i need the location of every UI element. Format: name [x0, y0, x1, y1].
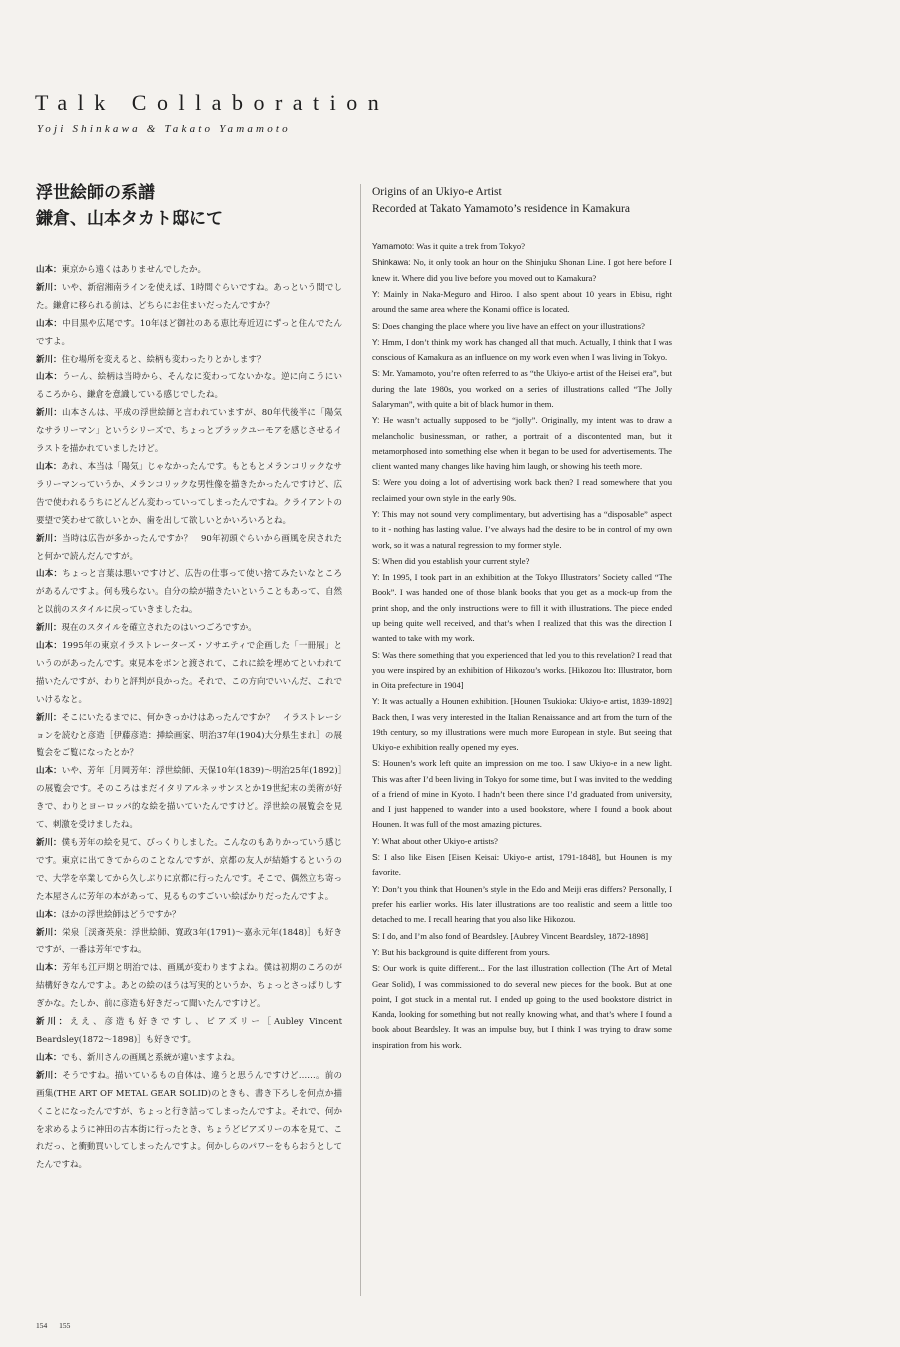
speaker-label: S:	[372, 649, 380, 660]
turn-text: I also like Eisen [Eisen Keisai: Ukiyo-e artist, 1791-1848], but Hounen is my favorite.	[372, 852, 673, 878]
speaker-label: 新川：	[36, 533, 63, 544]
speaker-label: 山本：	[36, 963, 63, 974]
dialogue-turn	[36, 710, 342, 764]
speaker-label: Y:	[372, 415, 380, 426]
dialogue-turn	[36, 638, 342, 710]
dialogue-turn	[36, 907, 342, 925]
turn-text: Does changing the place where you live have an effect on your illustrations?	[382, 320, 645, 331]
turn-text: When did you establish your current style?	[381, 555, 530, 566]
turn-text: Don’t you think that Hounen’s style in the Edo and Meiji eras differs? Personally, I prefer his earlier works. His later illustrations are too realistic and seem a little too detached to me. I recall hearing that you also like Hikozou.	[372, 883, 672, 925]
dialogue-turn	[36, 262, 342, 280]
speaker-label: 山本：	[36, 569, 63, 580]
page-subtitle: Yoji Shinkawa & Takato Yamamoto	[37, 123, 291, 135]
turn-text: そうですね。描いているもの自体は、違うと思うんですけど……。前の画集(THE ART OF METAL GEAR SOLID)のときも、書き下ろしを何点か描くことになったんですが、ちょっと行き詰ってしまったんですよ。それで、何かを求めるように神田の古本街に行ったとき、ちょうどビアズリーの本を見て、これだっ、と衝動買いしてしまったんですよ。何かしらのパワーをもらおうとしてたんですね。	[36, 1070, 343, 1171]
turn-text: いや、芳年［月岡芳年：浮世絵師、天保10年(1839)～明治25年(1892)］の展覧会です。そのころはまだイタリアルネッサンスとか19世紀末の美術が好きで、わりとヨーロッパ的な絵を描いていたんですけど。浮世絵の展覧会を見て、刺激を受けましたね。	[36, 766, 342, 831]
speaker-label: S:	[372, 930, 380, 941]
japanese-heading-line: 鎌倉、山本タカト邸にて	[36, 209, 223, 229]
turn-text: 僕も芳年の絵を見て、びっくりしました。こんなのもありかっていう感じです。東京に出てきてからのことなんですが、京都の友人が結婚するというので、大学を卒業してから久しぶりに京都に行ったんです。そこで、偶然立ち寄った本屋さんに芳年の本があって、見るものすごいい絵ばかりだったんですよ。	[36, 838, 342, 902]
dialogue-turn	[372, 756, 672, 832]
dialogue-turn	[36, 1050, 342, 1068]
turn-text: I do, and I’m also fond of Beardsley. [Aubrey Vincent Beardsley, 1872-1898]	[382, 930, 649, 941]
dialogue-turn	[36, 280, 342, 316]
speaker-label: S:	[372, 852, 380, 863]
dialogue-turn	[372, 335, 672, 366]
dialogue-turn	[36, 1068, 342, 1175]
turn-text: でも、新川さんの画風と系統が違いますよね。	[61, 1052, 241, 1063]
dialogue-turn	[372, 929, 672, 944]
dialogue-turn	[36, 960, 342, 1014]
speaker-label: 山本：	[36, 1052, 62, 1063]
dialogue-turn	[372, 570, 672, 646]
speaker-label: 山本：	[36, 909, 62, 920]
dialogue-turn	[372, 961, 672, 1053]
speaker-label: Y:	[372, 572, 380, 583]
speaker-label: 山本：	[36, 641, 63, 652]
speaker-label: S:	[372, 368, 380, 379]
speaker-label: 新川：	[36, 354, 62, 365]
speaker-label: 山本：	[36, 265, 62, 275]
japanese-heading	[36, 180, 342, 232]
dialogue-turn	[372, 366, 672, 412]
dialogue-turn	[36, 1014, 342, 1050]
turn-text: 住む場所を変えると、絵柄も変わったりとかします？	[61, 354, 266, 365]
turn-text: 1995年の東京イラストレーターズ・ソサエティで企画した「一冊展」というのがあったんです。束見本をポンと渡されて、これに絵を埋めてといわれて描いたんですが、わりと評判が良かった。それで、この方向でいいんだ、これでいけるなと。	[36, 641, 342, 705]
dialogue-turn	[372, 850, 672, 881]
turn-text: ええ、彦造も好きですし、ビアズリー［Aubley Vincent Beardsley(1872～1898)］も好きです。	[36, 1017, 342, 1045]
turn-text: Was it quite a trek from Tokyo?	[416, 241, 526, 251]
dialogue-turn	[36, 352, 342, 370]
turn-text: 現在のスタイルを確立されたのはいつごろですか。	[61, 623, 257, 634]
speaker-label: 新川：	[36, 712, 62, 723]
dialogue-turn	[36, 531, 342, 567]
turn-text: 当時は広告が多かったんですか？ 90年初頭ぐらいから画風を戻されたと何かで読んだんですが。	[36, 533, 342, 562]
turn-text: ちょっと言葉は悪いですけど、広告の仕事って使い捨てみたいなところがあるんですよ。何も残らない。自分の絵が描きたいということもあって、自然と以前のスタイルに戻っていきましたね。	[36, 569, 342, 616]
turn-text: He wasn’t actually supposed to be “jolly”. Originally, my intent was to draw a melancholic businessman, or rather, a portrait of a discontented man, but it metamorphosed into something else when it began to be used for advertisements. The client wanted many changes like having him laugh, or showing his teeth more.	[372, 415, 672, 472]
dialogue-turn	[372, 413, 672, 474]
turn-text: ほかの浮世絵師はどうですか？	[61, 909, 181, 920]
turn-text: あれ、本当は「陽気」じゃなかったんです。もともとメランコリックなサラリーマンっていうか、メランコリックな男性像を描きたかったんですけど、広告で使われるうちにどんどん変わっていってしまったんですね。クライアントの要望で笑わせて欲しいとか、歯を出して欲しいとかいろいろとね。	[36, 461, 342, 526]
dialogue-turn	[36, 763, 342, 835]
dialogue-turn	[372, 507, 672, 553]
speaker-label: 新川：	[36, 1017, 70, 1028]
dialogue-turn	[372, 834, 672, 849]
turn-text: It was actually a Hounen exhibition. [Hounen Tsukioka: Ukiyo-e artist, 1839-1892] Back then, I was very interested in the Italian Renaissance and art from the turn of the 19th century, so my illustrations were much more European in style. But seeing that Ukiyo-e exhibition really opened my eyes.	[372, 696, 672, 753]
speaker-label: Y:	[372, 288, 380, 299]
turn-text: Hounen’s work left quite an impression on me too. I saw Ukiyo-e in a new light. This was after I’d been living in Tokyo for some time, but I was invited to the wedding of a friend of mine in Kyoto. I hadn’t been there since I’d graduated from university, and I just happened to wander into a used bookstore, where I found a book about Hounen. It was full of the most amazing pictures.	[372, 758, 672, 830]
english-heading-line: Recorded at Takato Yamamoto’s residence in Kamakura	[372, 203, 630, 215]
speaker-label: 新川：	[36, 927, 63, 938]
speaker-label: Y:	[372, 946, 380, 957]
speaker-label: Shinkawa:	[372, 257, 411, 268]
speaker-label: S:	[372, 477, 380, 488]
dialogue-turn	[372, 239, 672, 254]
japanese-dialogue	[36, 262, 342, 1175]
speaker-label: Y:	[372, 696, 380, 707]
dialogue-turn	[36, 620, 342, 638]
dialogue-turn	[372, 319, 672, 334]
turn-text: 芳年も江戸期と明治では、画風が変わりますよね。僕は初期のころのが結構好きなんですよ。あとの絵のほうは写実的というか、ちょっとさっぱりしすぎかな。たしか、前に彦造も好きだって聞いたんですけど。	[36, 963, 343, 1010]
dialogue-turn	[36, 316, 342, 352]
speaker-label: 新川：	[36, 838, 62, 848]
dialogue-turn	[372, 694, 672, 755]
turn-text: うーん、絵柄は当時から、そんなに変わってないかな。逆に向こうにいるころから、鎌倉を意識している感じでしたね。	[36, 372, 342, 401]
english-column	[372, 184, 672, 1054]
japanese-column	[36, 180, 342, 1175]
speaker-label: S:	[372, 555, 380, 566]
turn-text: 栄泉［渓斎英泉：浮世絵師、寛政3年(1791)～嘉永元年(1848)］も好きですが、一番は芳年ですね。	[36, 927, 342, 956]
dialogue-turn	[36, 925, 342, 961]
speaker-label: S:	[372, 758, 380, 769]
dialogue-turn	[372, 255, 672, 286]
speaker-label: 山本：	[36, 372, 63, 383]
dialogue-turn	[372, 945, 672, 960]
turn-text: Was there something that you experienced that led you to this revelation? I read that you were inspired by an exhibition of Hikozou’s works. [Hikozou Ito: Illustrator, born in Oita prefecture in 1904]	[372, 649, 673, 691]
speaker-label: S:	[372, 963, 380, 974]
dialogue-turn	[372, 882, 672, 928]
dialogue-turn	[372, 287, 672, 318]
turn-text: Hmm, I don’t think my work has changed all that much. Actually, I think that I was conscious of Kamakura as an influence on my work even when I was living in Tokyo.	[372, 336, 672, 363]
turn-text: Were you doing a lot of advertising work back then? I read somewhere that you reclaimed your own style in the early 90s.	[372, 477, 672, 503]
speaker-label: Yamamoto:	[372, 241, 415, 251]
turn-text: Our work is quite different... For the last illustration collection (The Art of Metal Gear Solid), I was commissioned to do several new pieces for the book. But at one point, I got stuck in a mental rut. I ended up going to the used bookstore district in Kanda, looking for something but not really knowing what, and that’s where I found a book about Beardsley. It was an impulse buy, but I think I was trying to draw some inspiration from his work.	[372, 963, 672, 1050]
speaker-label: Y:	[372, 336, 380, 347]
speaker-label: 山本：	[36, 461, 62, 472]
speaker-label: 山本：	[36, 318, 63, 329]
japanese-heading-line: 浮世絵師の系譜	[36, 183, 155, 203]
speaker-label: 新川：	[36, 623, 62, 634]
speaker-label: Y:	[372, 835, 380, 846]
column-divider	[360, 184, 361, 1296]
english-heading-line: Origins of an Ukiyo-e Artist	[372, 186, 502, 198]
turn-text: そこにいたるまでに、何かきっかけはあったんですか？ イラストレーションを読むと彦造［伊藤彦造：挿絵画家、明治37年(1904)大分県生まれ］の展覧会をご覧になったとか？	[36, 712, 342, 759]
page-title: Talk Collaboration	[35, 90, 390, 115]
turn-text: Mainly in Naka-Meguro and Hiroo. I also spent about 10 years in Ebisu, right around the same area where the Konami office is located.	[372, 288, 672, 315]
dialogue-turn	[36, 459, 342, 531]
turn-text: いや、新宿湘南ラインを使えば、1時間ぐらいですね。あっという間でした。鎌倉に移られる前は、どちらにお住まいだったんですか？	[36, 282, 342, 311]
dialogue-turn	[372, 554, 672, 569]
turn-text: What about other Ukiyo-e artists?	[381, 835, 498, 846]
turn-text: This may not sound very complimentary, but advertising has a “disposable” aspect to it - nothing has lasting value. I’ve always had the desire to be in control of my own work, so it was a natural regression to my former style.	[372, 509, 672, 550]
dialogue-turn	[372, 475, 672, 506]
speaker-label: 新川：	[36, 1070, 63, 1081]
speaker-label: 新川：	[36, 282, 62, 293]
dialogue-turn	[36, 369, 342, 405]
page-number-right: 155	[59, 1321, 71, 1330]
turn-text: No, it only took an hour on the Shinjuku Shonan Line. I got here before I knew it. Where did you live before you moved out to Kamakura?	[372, 257, 672, 283]
turn-text: 山本さんは、平成の浮世絵師と言われていますが、80年代後半に「陽気なサラリーマン」というシリーズで、ちょっとブラックユーモアを感じさせるイラストを描かれていましたけど。	[36, 408, 342, 455]
turn-text: 中目黒や広尾です。10年ほど御社のある恵比寿近辺にずっと住んでたんですよ。	[36, 318, 342, 347]
dialogue-turn	[372, 648, 672, 694]
page-number-left: 154	[36, 1321, 48, 1330]
dialogue-turn	[36, 405, 342, 459]
turn-text: Mr. Yamamoto, you’re often referred to as “the Ukiyo-e artist of the Heisei era”, but during the late 1980s, you worked on a series of illustrations called “The Jolly Salaryman”, with quite a bit of black humor in them.	[372, 368, 672, 409]
turn-text: In 1995, I took part in an exhibition at the Tokyo Illustrators’ Society called “The Book”. I was handed one of those blank books that you get as a mock-up from the print shop, and the only instructions were to fill it with illustrations. The piece ended up being quite well received, and that’s when I realized that this was the direction I wanted to take with my work.	[372, 572, 672, 644]
speaker-label: Y:	[372, 509, 380, 519]
speaker-label: S:	[372, 320, 380, 331]
dialogue-turn	[36, 835, 342, 907]
dialogue-turn	[36, 566, 342, 620]
page-numbers	[36, 1321, 80, 1330]
turn-text: 東京から遠くはありませんでしたか。	[61, 265, 207, 275]
turn-text: But his background is quite different from yours.	[381, 946, 550, 957]
speaker-label: 新川：	[36, 408, 63, 419]
speaker-label: 山本：	[36, 766, 62, 777]
english-heading	[372, 184, 672, 218]
speaker-label: Y:	[372, 883, 380, 894]
english-dialogue	[372, 239, 672, 1053]
